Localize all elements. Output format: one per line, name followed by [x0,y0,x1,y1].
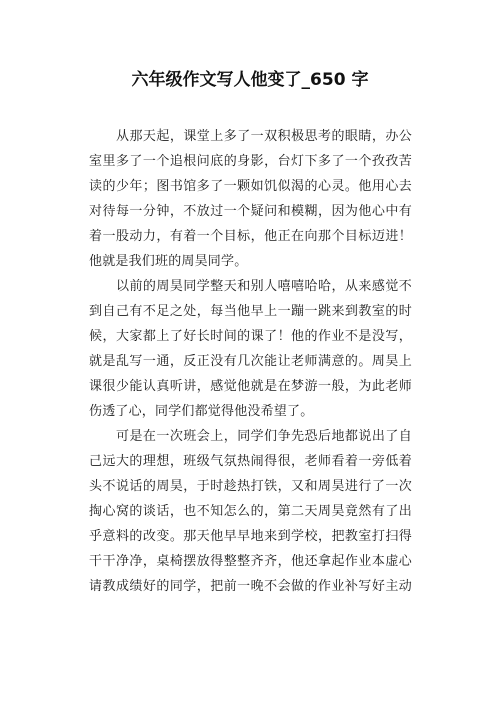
paragraph-2-line-3: 候，大家都上了好长时间的课了！他的作业不是没写， [89,329,412,344]
paragraph-3-line-3: 头不说话的周昊，于时趁热打铁，又和周昊进行了一次 [89,479,412,494]
paragraph-3-line-4: 掏心窝的谈话，也不知怎么的，第二天周昊竟然有了出 [89,504,412,519]
paragraph-2-line-6: 伤透了心，同学们都觉得他没希望了。 [89,404,314,419]
paragraph-3-line-6: 干干净净，桌椅摆放得整整齐齐，他还拿起作业本虚心 [89,554,412,569]
paragraph-2-line-5: 课很少能认真听讲，感觉他就是在梦游一般，为此老师 [89,379,412,394]
paragraph-3-line-1: 可是在一次班会上，同学们争先恐后地都说出了自 [116,429,412,444]
article-body [89,124,412,599]
paragraph-3-line-5: 乎意料的改变。那天他早早地来到学校，把教室打扫得 [89,529,412,544]
paragraph-2-line-4: 就是乱写一通，反正没有几次能让老师满意的。周昊上 [89,354,412,369]
paragraph-1-line-5: 着一股动力，有着一个目标，他正在向那个目标迈进！ [89,229,412,244]
paragraph-1-line-6: 他就是我们班的周昊同学。 [89,254,248,269]
paragraph-3-line-2: 己远大的理想，班级气氛热闹得很，老师看着一旁低着 [89,454,412,469]
paragraph-1-line-4: 对待每一分钟，不放过一个疑问和模糊，因为他心中有 [89,204,412,219]
paragraph-1-line-3: 读的少年；图书馆多了一颗如饥似渴的心灵。他用心去 [89,179,412,194]
paragraph-2-line-1: 以前的周昊同学整天和别人嘻嘻哈哈，从来感觉不 [116,279,412,294]
paragraph-3-line-7: 请教成绩好的同学，把前一晚不会做的作业补写好主动 [89,579,412,594]
paragraph-1-line-2: 室里多了一个追根问底的身影，台灯下多了一个孜孜苦 [89,154,412,169]
paragraph-1-line-1: 从那天起，课堂上多了一双积极思考的眼睛，办公 [116,129,412,144]
document-title: 六年级作文写人他变了_650 字 [131,70,369,90]
paragraph-2-line-2: 到自己有不足之处，每当他早上一蹦一跳来到教室的时 [89,304,412,319]
